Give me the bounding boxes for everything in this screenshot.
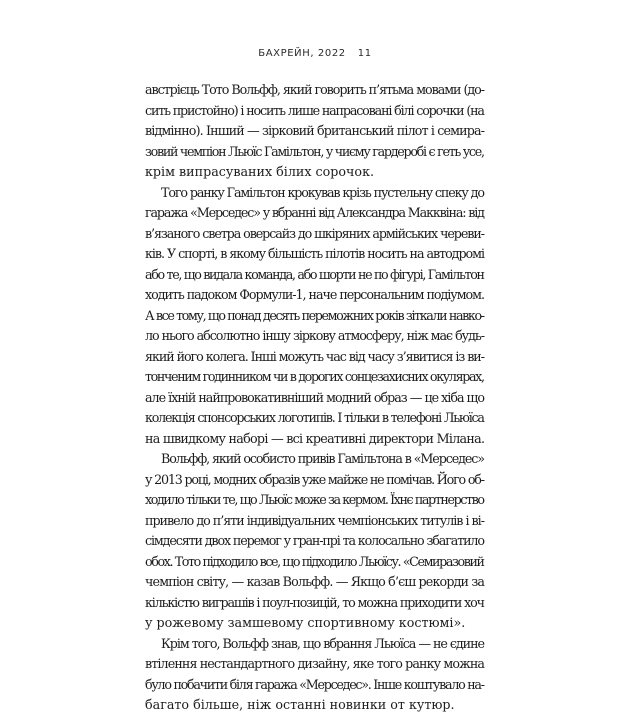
text-line: сить пристойно) і носить лише напрасовані білі сорочки (на	[145, 102, 484, 118]
text-line: який його колега. Інші можуть час від часу з’явитися із ви-	[145, 348, 484, 364]
text-line: сімдесяти двох перемог у гран-прі та колосально збагатило	[145, 533, 484, 548]
text-line: в’язаного светра оверсайз до шкіряних армійських череви-	[145, 225, 484, 241]
paragraph-2	[145, 183, 485, 450]
text-line: у рожевому замшевому спортивному костюмі».	[145, 615, 466, 630]
text-line: чемпіон світу, — казав Вольфф. — Якщо б’єш рекорди за	[145, 574, 485, 589]
text-line: було побачити біля гаража «Мерседес». Інше коштувало на-	[145, 676, 484, 692]
text-line: гаража «Мерседес» у вбранні від Александра Макквіна: від	[145, 205, 484, 220]
text-line: ло нього абсолютно іншу зіркову атмосферу, ніж має будь-	[145, 328, 484, 343]
text-line: Вольфф, який особисто привів Гамільтона в «Мерседес»	[161, 451, 484, 466]
paragraph-4	[145, 634, 485, 716]
text-line: обох. Тото підходило все, що підходило Льюїсу. «Семиразовий	[145, 553, 484, 569]
paragraph-3	[145, 449, 485, 634]
text-line: ків. У спорті, в якому більшість пілотів носить на автодромі	[145, 246, 484, 261]
text-line: тонченим годинником чи в дорогих сонцезахисних окулярах,	[145, 369, 484, 384]
text-line: кількістю виграшів і поул-позицій, то можна приходити хоч	[145, 594, 484, 610]
text-line: колекція спонсорських логотипів. І тільки в телефоні Льюїса	[145, 410, 484, 425]
text-line: крім випрасуваних білих сорочок.	[145, 164, 375, 179]
text-line: зовий чемпіон Льюїс Гамільтон, у чиєму гардеробі є геть усе,	[145, 143, 484, 159]
running-head-title: БАХРЕЙН, 2022	[258, 48, 346, 59]
text-line: відмінно). Інший — зірковий британський пілот і семира-	[145, 123, 485, 138]
text-line: А все тому, що понад десять переможних років зіткали навко-	[145, 307, 484, 323]
text-line: у 2013 році, модних образів уже майже не помічав. Його об-	[145, 471, 484, 487]
text-line: ходить падоком Формули-1, наче персональним подіумом.	[145, 287, 484, 302]
text-line: на швидкому наборі — всі креативні директори Мілана.	[145, 430, 485, 446]
text-line: але їхній найпровокативніший модний образ — це хіба що	[145, 389, 484, 405]
page-number: 11	[357, 48, 372, 59]
text-line: австрієць Тото Вольфф, який говорить п’ятьма мовами (до-	[145, 82, 484, 97]
text-line: багато більше, ніж останні новинки от кутюр.	[145, 697, 455, 712]
body-text	[145, 80, 485, 716]
text-line: привело до п’яти індивідуальних чемпіонських титулів і ві-	[145, 512, 484, 528]
running-head	[0, 48, 630, 59]
text-line: Крім того, Вольфф знав, що вбрання Льюїса — не єдине	[161, 635, 484, 651]
paragraph-1	[145, 80, 485, 183]
text-line: або те, що видала команда, або шорти не по фігурі, Гамільтон	[145, 266, 484, 282]
text-line: втілення нестандартного дизайну, яке того ранку можна	[145, 656, 485, 671]
text-line: Того ранку Гамільтон крокував крізь пустельну спеку до	[161, 184, 484, 200]
text-line: ходило тільки те, що Льюїс може за кермом. Їхнє партнерство	[145, 492, 484, 507]
